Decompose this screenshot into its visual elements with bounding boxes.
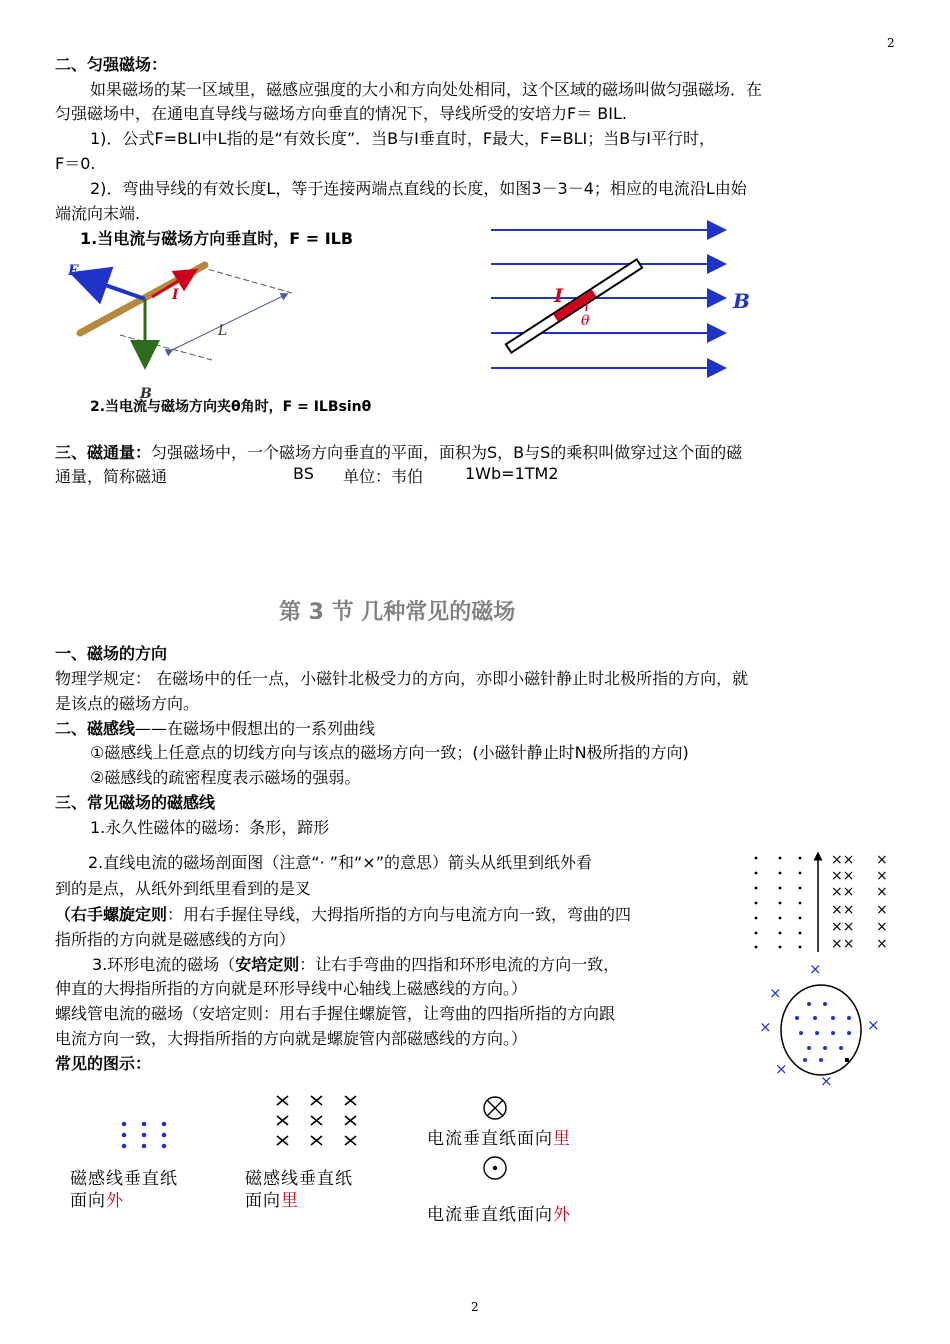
case1-caption: 1.当电流与磁场方向垂直时，F = ILB <box>80 229 354 248</box>
label-B: B <box>733 289 750 313</box>
paragraph-line: F＝0. <box>55 154 96 173</box>
force-arrow <box>88 279 145 299</box>
current-in-label <box>427 1124 571 1149</box>
part2-item: ②磁感线的疏密程度表示磁场的强弱。 <box>90 768 361 787</box>
label-I: I <box>172 287 179 303</box>
part3-item: 螺线管电流的磁场（安培定则：用右手握住螺旋管，让弯曲的四指所指的方向跟 <box>55 1004 616 1023</box>
label-F: F <box>68 263 78 279</box>
svg-text:××: ×× <box>831 919 855 935</box>
svg-text:××: ×× <box>831 936 855 952</box>
label-B: B <box>140 386 152 402</box>
paragraph-line: 匀强磁场中，在通电直导线与磁场方向垂直的情况下，导线所受的安培力F＝ BIL. <box>55 104 627 123</box>
flux-line2-a: 通量，简称磁通 <box>55 467 168 486</box>
page-number-top: 2 <box>887 36 895 50</box>
part3-item: 电流方向一致，大拇指所指的方向就是螺旋管内部磁感线的方向。） <box>55 1029 528 1048</box>
paragraph-line: 1)．公式F=BLI中L指的是“有效长度”．当B与I垂直时，F最大，F=BLI；当B与I平行时， <box>90 129 715 148</box>
legend-in-line2 <box>245 1186 299 1211</box>
part1-line: 物理学规定： 在磁场中的任一点，小磁针北极受力的方向，亦即小磁针静止时北极所指的方向，就 <box>55 669 749 688</box>
part3-item: 2.直线电流的磁场剖面图（注意“· ”和“×”的意思）箭头从纸里到纸外看 <box>88 853 593 872</box>
legend-out-text: 面向 <box>70 1191 106 1211</box>
right-hand-rule-line <box>55 902 631 925</box>
svg-text:×: × <box>867 1016 880 1034</box>
ring-current-post: ：让右手弯曲的四指和环形电流的方向一致， <box>299 955 620 974</box>
svg-text:×: × <box>876 868 888 884</box>
svg-text:×: × <box>820 1072 833 1090</box>
wire-rod <box>506 259 642 352</box>
rail-bottom <box>120 335 212 360</box>
flux-line2-c: 单位：韦伯 <box>343 467 424 486</box>
part3-item: 指所指的方向就是磁感线的方向） <box>55 930 296 949</box>
svg-text:××: ×× <box>831 868 855 884</box>
ampere-rule-label: 安培定则 <box>235 955 300 974</box>
label-L: L <box>218 323 228 339</box>
inner-dots <box>795 1002 851 1062</box>
flux-line1 <box>55 440 742 463</box>
svg-text:×: × <box>876 902 888 918</box>
part2-item: ①磁感线上任意点的切线方向与该点的磁场方向一致；(小磁针静止时N极所指的方向) <box>90 743 689 762</box>
flux-heading: 三、磁通量： <box>55 443 152 462</box>
current-out-red: 外 <box>553 1205 571 1225</box>
figure-perpendicular-wire <box>60 255 360 405</box>
legend-out-red: 外 <box>106 1191 124 1211</box>
legend-in-text: 面向 <box>245 1191 281 1211</box>
crosses-right <box>831 852 888 952</box>
current-out-label <box>427 1200 571 1225</box>
svg-text:××: ×× <box>831 902 855 918</box>
part1-line: 是该点的磁场方向。 <box>55 694 200 713</box>
paragraph-line: 端流向末端. <box>55 204 141 223</box>
label-theta: θ <box>581 313 590 329</box>
part1-heading: 一、磁场的方向 <box>55 644 168 663</box>
flux-line2-b: BS <box>293 464 314 483</box>
svg-text:×: × <box>876 936 888 952</box>
legend-crosses <box>275 1092 365 1152</box>
current-in-red: 里 <box>553 1129 571 1149</box>
right-hand-rule-text: ：用右手握住导线，大拇指所指的方向与电流方向一致，弯曲的四 <box>167 905 632 924</box>
right-hand-rule-label: （右手螺旋定则 <box>55 905 168 924</box>
part3-item: 伸直的大拇指所指的方向就是环形导线中心轴线上磁感线的方向。） <box>55 979 528 998</box>
label-I: I <box>554 285 563 307</box>
legend-in-red: 里 <box>281 1191 299 1211</box>
part2-heading-rest: ——在磁场中假想出的一系列曲线 <box>135 719 376 738</box>
dots-left <box>755 857 802 949</box>
legend-out-line1: 磁感线垂直纸 <box>70 1169 178 1189</box>
rail-top <box>200 267 292 293</box>
legend-out-line2 <box>70 1186 124 1211</box>
svg-text:××: ×× <box>831 852 855 868</box>
paragraph-line: 2)．弯曲导线的有效长度L，等于连接两端点直线的长度，如图3－3－4；相应的电流沿L由始 <box>90 179 747 198</box>
current-arrow <box>152 275 188 297</box>
figure-angled-wire <box>488 220 778 380</box>
part2-heading: 二、磁感线 <box>55 719 136 738</box>
svg-text:×: × <box>759 1018 772 1036</box>
figure-ring-current-field <box>757 960 887 1090</box>
current-in-text: 电流垂直纸面向 <box>427 1129 553 1149</box>
paragraph-line: 如果磁场的某一区域里，磁感应强度的大小和方向处处相同，这个区域的磁场叫做匀强磁场．在 <box>90 80 763 99</box>
part2-heading-line <box>55 716 375 739</box>
legend-dots <box>120 1120 170 1152</box>
svg-text:×: × <box>769 984 782 1002</box>
flux-line2-d: 1Wb=1TM2 <box>465 464 559 483</box>
svg-text:×: × <box>876 852 888 868</box>
ring-current-pre: 3.环形电流的磁场（ <box>92 955 236 974</box>
current-marker <box>845 1058 849 1062</box>
legend-in-line1: 磁感线垂直纸 <box>245 1169 353 1189</box>
svg-text:×: × <box>775 1060 788 1078</box>
common-diagrams-heading: 常见的图示： <box>55 1054 152 1073</box>
flux-text: 匀强磁场中，一个磁场方向垂直的平面，面积为S，B与S的乘积叫做穿过这个面的磁 <box>151 443 743 462</box>
section-heading-uniform-field: 二、匀强磁场： <box>55 55 168 74</box>
current-into-page-icon <box>482 1095 508 1121</box>
svg-text:×: × <box>809 960 822 978</box>
svg-text:××: ×× <box>831 884 855 900</box>
case2-caption: 2.当电流与磁场方向夹θ角时，F = ILBsinθ <box>90 399 372 415</box>
part3-item: 1.永久性磁体的磁场：条形，蹄形 <box>90 818 330 837</box>
ring-current-line <box>92 952 619 975</box>
part3-item: 到的是点，从纸外到纸里看到的是叉 <box>55 879 312 898</box>
figure-straight-wire-field <box>752 850 897 955</box>
svg-text:×: × <box>876 884 888 900</box>
page-number-bottom: 2 <box>471 1300 479 1314</box>
part3-heading: 三、常见磁场的磁感线 <box>55 793 216 812</box>
chapter-title: 第 3 节 几种常见的磁场 <box>279 600 516 625</box>
svg-text:×: × <box>876 919 888 935</box>
current-out-text: 电流垂直纸面向 <box>427 1205 553 1225</box>
length-arrow <box>170 295 285 351</box>
current-out-of-page-icon <box>482 1155 508 1181</box>
